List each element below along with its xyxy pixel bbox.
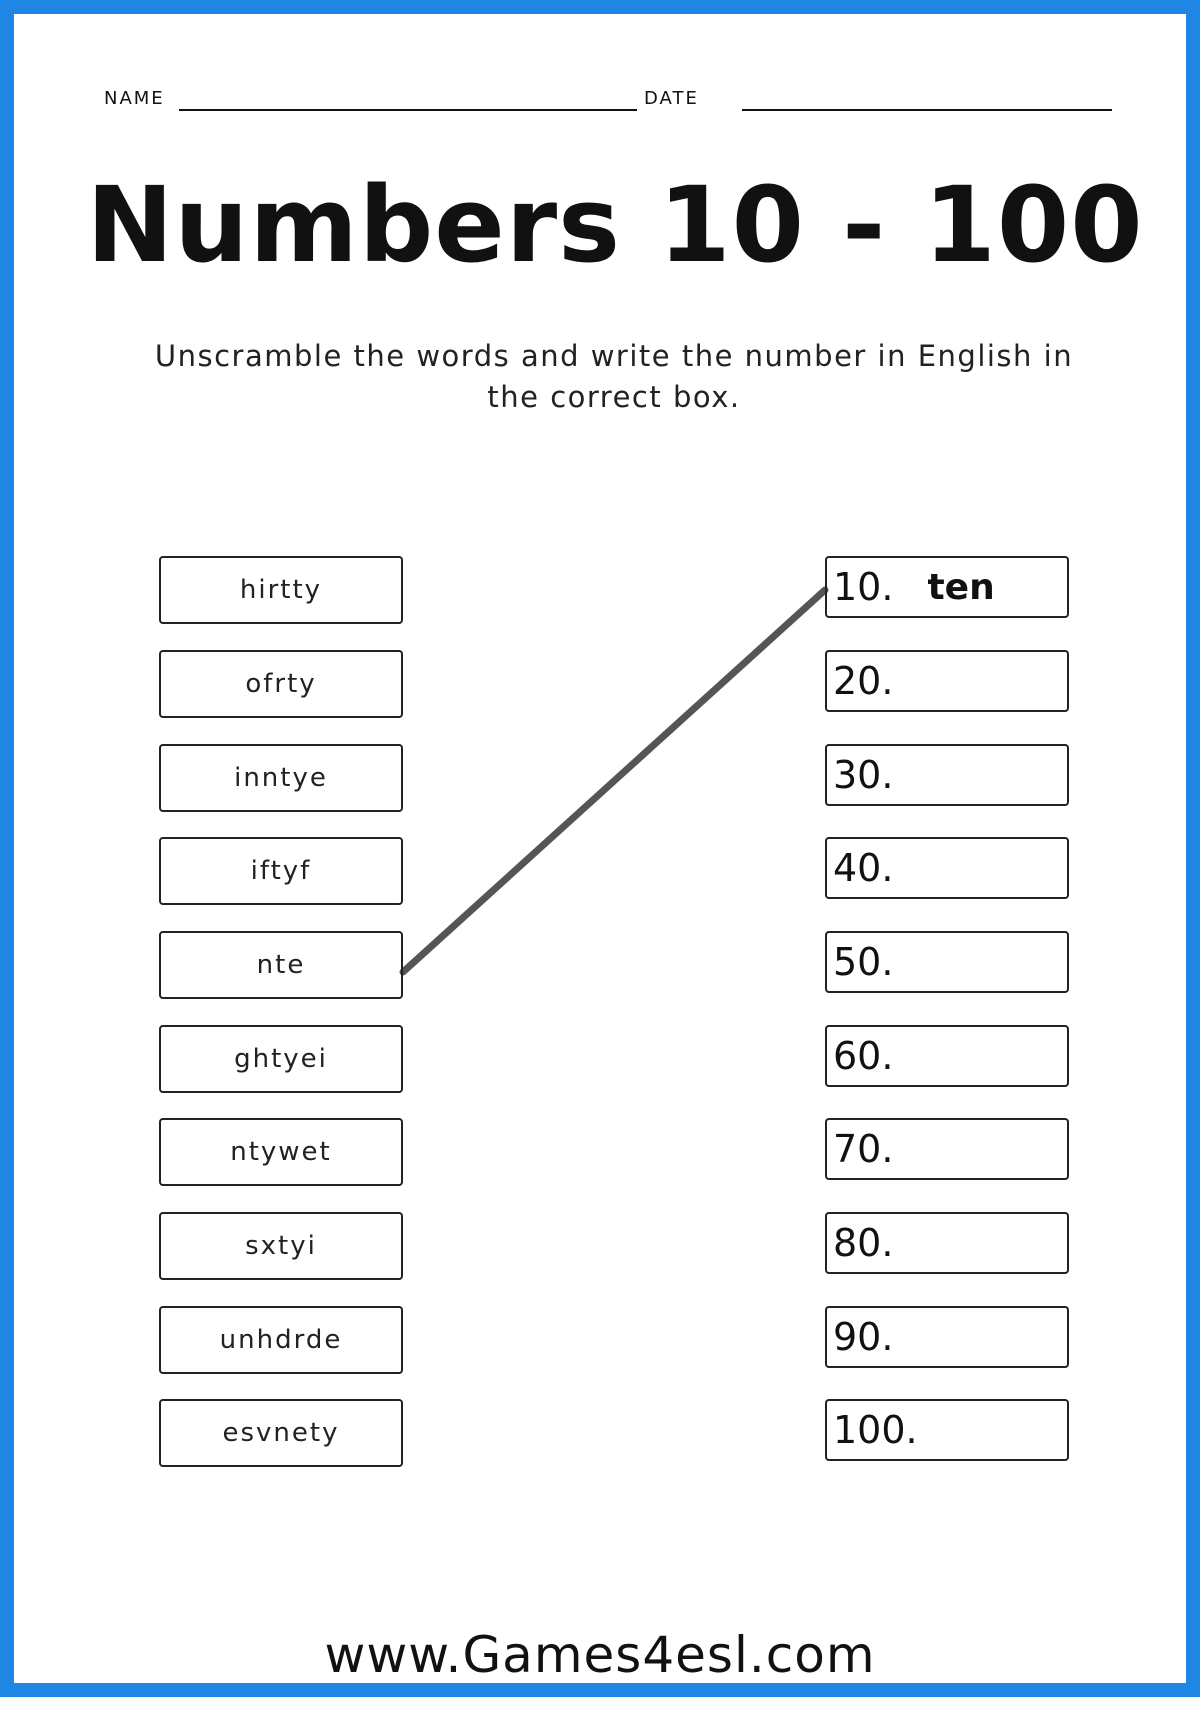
number-answer-box[interactable] xyxy=(825,1025,1069,1087)
number-label: 100. xyxy=(833,1408,918,1452)
number-label: 10. xyxy=(833,565,894,609)
number-answer-box[interactable] xyxy=(825,556,1069,618)
number-label: 90. xyxy=(833,1315,894,1359)
name-label: NAME xyxy=(104,88,165,109)
number-answer-box[interactable] xyxy=(825,744,1069,806)
footer-website: www.Games4esl.com xyxy=(324,1626,876,1684)
number-label: 70. xyxy=(833,1127,894,1171)
date-label: DATE xyxy=(644,88,699,109)
scrambled-word-box[interactable]: ghtyei xyxy=(159,1025,403,1093)
scrambled-word-box[interactable]: ntywet xyxy=(159,1118,403,1186)
scrambled-word-box[interactable]: iftyf xyxy=(159,837,403,905)
number-answer-box[interactable] xyxy=(825,650,1069,712)
scrambled-word-box[interactable]: sxtyi xyxy=(159,1212,403,1280)
scrambled-word-box[interactable]: esvnety xyxy=(159,1399,403,1467)
scrambled-word-box[interactable]: nte xyxy=(159,931,403,999)
date-field[interactable] xyxy=(742,109,1112,111)
number-answer-box[interactable] xyxy=(825,931,1069,993)
scrambled-word-box[interactable]: inntye xyxy=(159,744,403,812)
number-answer-box[interactable] xyxy=(825,1399,1069,1461)
number-answer-box[interactable] xyxy=(825,1212,1069,1274)
scrambled-word-box[interactable]: unhdrde xyxy=(159,1306,403,1374)
number-label: 50. xyxy=(833,940,894,984)
number-label: 80. xyxy=(833,1221,894,1265)
number-answer-box[interactable] xyxy=(825,1306,1069,1368)
number-label: 60. xyxy=(833,1034,894,1078)
scrambled-word-box[interactable]: hirtty xyxy=(159,556,403,624)
number-answer-box[interactable] xyxy=(825,837,1069,899)
page-title: Numbers 10 - 100 xyxy=(86,164,1144,286)
connector-line xyxy=(403,590,825,972)
name-field[interactable] xyxy=(179,109,637,111)
instructions-text: Unscramble the words and write the number in English in the correct box. xyxy=(154,339,1074,414)
answer-text: ten xyxy=(927,566,995,608)
number-label: 20. xyxy=(833,659,894,703)
number-label: 30. xyxy=(833,753,894,797)
number-label: 40. xyxy=(833,846,894,890)
number-answer-box[interactable] xyxy=(825,1118,1069,1180)
scrambled-word-box[interactable]: ofrty xyxy=(159,650,403,718)
